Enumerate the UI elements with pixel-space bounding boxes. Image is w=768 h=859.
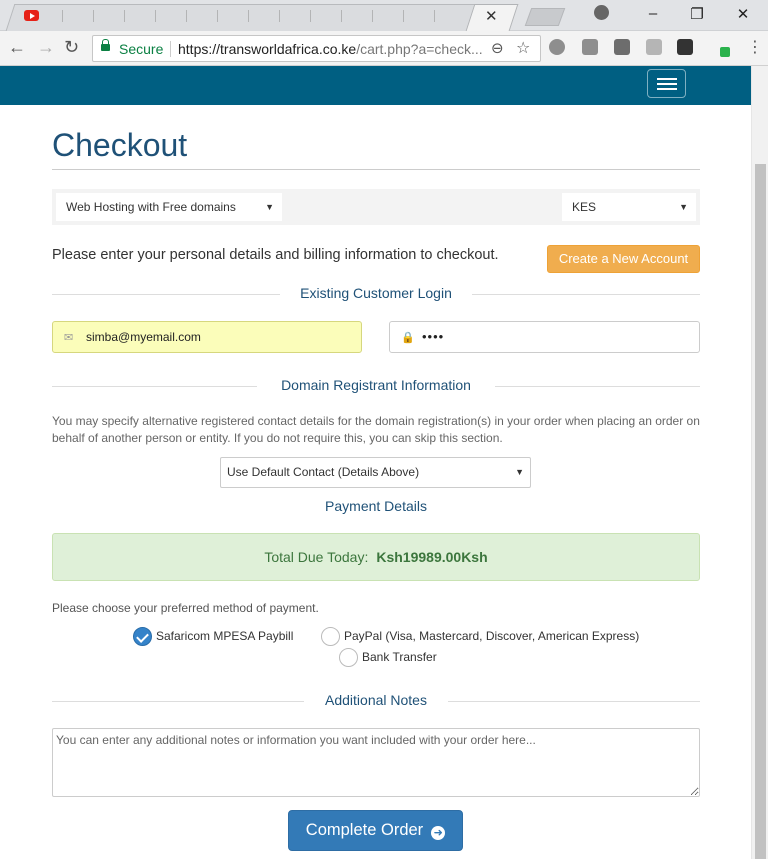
- reload-icon[interactable]: ↻: [64, 37, 80, 57]
- rss-extension-icon[interactable]: [646, 39, 662, 55]
- password-field[interactable]: [389, 321, 700, 353]
- omnibox-divider: [170, 41, 171, 57]
- create-account-button[interactable]: Create a New Account: [547, 245, 700, 273]
- tab-favicon[interactable]: [186, 10, 196, 22]
- hamburger-bar: [657, 78, 677, 80]
- lock-icon: [101, 44, 110, 51]
- additional-notes-textarea[interactable]: [52, 728, 700, 797]
- total-due-label: Total Due Today:: [264, 549, 369, 565]
- email-field[interactable]: [52, 321, 362, 353]
- address-bar[interactable]: [92, 35, 541, 62]
- total-due-box: [52, 533, 700, 581]
- skype-extension-icon[interactable]: [549, 39, 565, 55]
- browser-tab-strip: [0, 0, 768, 31]
- chevron-down-icon: ▼: [679, 202, 688, 212]
- payment-radio-bank-transfer[interactable]: [339, 648, 358, 667]
- tab-favicon[interactable]: [155, 10, 165, 22]
- total-due-value: Ksh19989.00Ksh: [376, 549, 488, 565]
- tab-favicon[interactable]: [403, 10, 413, 22]
- browser-menu-icon[interactable]: ⋮: [747, 39, 763, 56]
- tab-favicon[interactable]: [372, 10, 382, 22]
- envelope-icon: ✉: [64, 332, 74, 344]
- section-heading: Additional Notes: [325, 692, 427, 708]
- site-header: [0, 66, 751, 105]
- arrow-right-circle-icon: ➜: [431, 826, 445, 840]
- payment-radio-paypal[interactable]: [321, 627, 340, 646]
- domain-registrant-description: You may specify alternative registered contact details for the domain registration(s) in your order when placing an order on behalf of another person or entity. If you do not require this, you can skip this section.: [52, 414, 700, 445]
- scrollbar-thumb[interactable]: [755, 164, 766, 859]
- checkout-intro-text: Please enter your personal details and billing information to checkout.: [52, 247, 499, 263]
- url-text[interactable]: [178, 41, 483, 57]
- password-field-value: ••••: [422, 329, 445, 344]
- page-title: Checkout: [52, 127, 188, 163]
- lock-icon: 🔒: [401, 332, 415, 344]
- tab-favicon[interactable]: [93, 10, 103, 22]
- hamburger-menu-button[interactable]: [647, 69, 686, 98]
- section-heading: Existing Customer Login: [300, 285, 452, 301]
- tab-favicon[interactable]: [310, 10, 320, 22]
- bookmark-star-icon[interactable]: ☆: [516, 40, 531, 57]
- additional-notes-section-header: [52, 692, 700, 712]
- tab-favicon[interactable]: [217, 10, 227, 22]
- payment-details-heading: Payment Details: [325, 498, 427, 514]
- extension-icon[interactable]: [582, 39, 598, 55]
- page-scrollbar[interactable]: [751, 66, 768, 859]
- tab-favicon[interactable]: [62, 10, 72, 22]
- payment-label-bank-transfer[interactable]: Bank Transfer: [362, 650, 437, 664]
- film-extension-icon[interactable]: [677, 39, 693, 55]
- currency-select-value: KES: [572, 200, 597, 214]
- section-heading: Domain Registrant Information: [281, 377, 471, 393]
- tab-favicon[interactable]: [279, 10, 289, 22]
- email-field-value: simba@myemail.com: [86, 330, 201, 344]
- minimize-button[interactable]: –: [648, 5, 658, 22]
- tab-favicon[interactable]: [248, 10, 258, 22]
- title-divider: [52, 169, 700, 170]
- browser-toolbar: [0, 31, 768, 66]
- tab-favicon[interactable]: [341, 10, 351, 22]
- chevron-down-icon: ▼: [515, 467, 524, 477]
- extension-icon[interactable]: [614, 39, 630, 55]
- cart-filter-bar: [52, 189, 700, 225]
- complete-order-button[interactable]: [288, 810, 463, 851]
- domain-registrant-section-header: [52, 377, 700, 397]
- secure-label: Secure: [119, 41, 164, 57]
- product-group-select[interactable]: [56, 193, 282, 221]
- payment-label-mpesa[interactable]: Safaricom MPESA Paybill: [156, 629, 294, 643]
- registrant-contact-select-value: Use Default Contact (Details Above): [227, 465, 420, 479]
- chevron-down-icon: ▼: [265, 202, 274, 212]
- url-host: https://transworldafrica.co.ke: [178, 41, 357, 57]
- currency-select[interactable]: [562, 193, 696, 221]
- hamburger-bar: [657, 83, 677, 85]
- complete-order-label: Complete Order: [305, 821, 424, 839]
- profile-icon[interactable]: [594, 5, 609, 20]
- registrant-contact-select[interactable]: [220, 457, 531, 488]
- tab-favicon[interactable]: [434, 10, 444, 22]
- close-tab-icon[interactable]: ✕: [485, 8, 498, 25]
- extension-badge: [720, 47, 730, 57]
- hamburger-bar: [657, 88, 677, 90]
- payment-method-prompt: Please choose your preferred method of payment.: [52, 601, 319, 615]
- back-arrow-icon[interactable]: ←: [8, 37, 26, 57]
- existing-login-section-header: [52, 285, 700, 305]
- tab-favicon[interactable]: [124, 10, 134, 22]
- new-tab-button[interactable]: [525, 8, 566, 26]
- payment-radio-mpesa[interactable]: [133, 627, 152, 646]
- forward-arrow-icon[interactable]: →: [37, 37, 55, 57]
- zoom-icon[interactable]: ⊖: [491, 40, 504, 57]
- window-close-button[interactable]: ✕: [736, 6, 750, 23]
- product-group-select-value: Web Hosting with Free domains: [66, 200, 236, 214]
- payment-label-paypal[interactable]: PayPal (Visa, Mastercard, Discover, American Express): [344, 629, 640, 643]
- url-path: /cart.php?a=check...: [356, 41, 483, 57]
- restore-button[interactable]: ❐: [690, 6, 704, 23]
- youtube-icon[interactable]: [24, 10, 39, 21]
- extension-badge-icon[interactable]: [710, 39, 726, 55]
